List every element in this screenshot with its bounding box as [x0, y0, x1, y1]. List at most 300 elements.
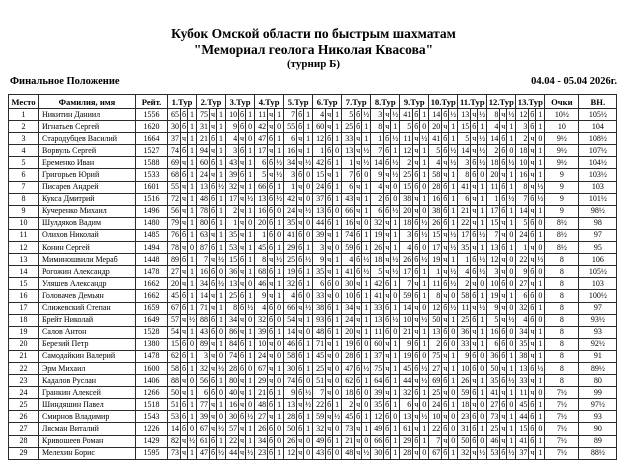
round-9-opponent: 44: [400, 375, 413, 387]
round-11-color: б: [471, 411, 478, 423]
round-11-color: ч: [471, 242, 478, 254]
round-2-color: б: [210, 375, 217, 387]
round-11-result: ½: [478, 302, 487, 314]
rating-cell: 1662: [136, 290, 168, 302]
round-5-result: ½: [304, 302, 313, 314]
round-3-color: ч: [239, 181, 246, 193]
round-3-result: 1: [246, 229, 255, 241]
round-3-result: ½: [246, 447, 255, 459]
round-2-result: 1: [217, 242, 226, 254]
round-13-result: 1: [536, 109, 545, 121]
round-1-result: 1: [188, 362, 197, 374]
round-6-result: 1: [333, 326, 342, 338]
round-4-color: б: [268, 133, 275, 145]
round-6-color: б: [326, 435, 333, 447]
round-3-opponent: 43: [226, 157, 239, 169]
round-4-opponent: 16: [255, 205, 268, 217]
round-6-result: 0: [333, 278, 342, 290]
round-5-opponent: 46: [284, 338, 297, 350]
round-9-opponent: 20: [400, 205, 413, 217]
round-6-opponent: 7: [313, 387, 326, 399]
round-13-result: 1: [536, 326, 545, 338]
round-12-result: 1: [507, 181, 516, 193]
round-13-color: б: [529, 193, 536, 205]
round-12-result: 0: [507, 326, 516, 338]
round-10-result: ½: [449, 109, 458, 121]
round-1-result: 1: [188, 169, 197, 181]
round-13-color: б: [529, 411, 536, 423]
round-5-result: 0: [304, 447, 313, 459]
round-12-result: 0: [507, 302, 516, 314]
round-2-result: 1: [217, 109, 226, 121]
round-5-opponent: 4: [284, 290, 297, 302]
round-9-color: ч: [413, 193, 420, 205]
round-11-color: б: [471, 387, 478, 399]
round-13-result: 0: [536, 242, 545, 254]
round-8-opponent: 1: [371, 133, 384, 145]
round-4-color: ч: [268, 362, 275, 374]
round-9-result: 1: [420, 157, 429, 169]
points-cell: 9½: [545, 157, 579, 169]
round-10-result: 1: [449, 217, 458, 229]
round-5-opponent: 3: [284, 169, 297, 181]
round-7-color: б: [355, 242, 362, 254]
round-8-color: б: [384, 423, 391, 435]
round-3-result: ½: [246, 193, 255, 205]
round-10-opponent: 27: [429, 362, 442, 374]
round-7-opponent: 4: [342, 254, 355, 266]
round-3-opponent: 10: [226, 109, 239, 121]
round-6-opponent: 38: [313, 302, 326, 314]
place-cell: 28: [9, 435, 39, 447]
round-13-opponent: 44: [516, 411, 529, 423]
round-1-opponent: 69: [168, 157, 181, 169]
round-5-opponent: 74: [284, 375, 297, 387]
round-2-result: 1: [217, 290, 226, 302]
round-7-result: ½: [362, 157, 371, 169]
player-row: [9, 350, 617, 362]
player-name: Писарев Андрей: [39, 181, 136, 193]
round-10-opponent: 14: [429, 109, 442, 121]
round-2-result: 1: [217, 338, 226, 350]
round-9-result: 1: [420, 278, 429, 290]
round-1-color: ч: [181, 181, 188, 193]
round-9-result: 0: [420, 447, 429, 459]
round-9-opponent: 28: [400, 447, 413, 459]
round-1-opponent: 45: [168, 290, 181, 302]
round-9-color: ч: [413, 447, 420, 459]
place-cell: 5: [9, 157, 39, 169]
round-11-color: б: [471, 121, 478, 133]
round-13-opponent: 38: [516, 350, 529, 362]
round-12-result: 0: [507, 399, 516, 411]
round-5-opponent: 26: [284, 435, 297, 447]
round-1-color: б: [181, 338, 188, 350]
round-1-opponent: 65: [168, 109, 181, 121]
round-13-color: ч: [529, 375, 536, 387]
round-12-result: 1: [507, 350, 516, 362]
round-3-color: б: [239, 109, 246, 121]
round-1-opponent: 54: [168, 326, 181, 338]
page-subtitle: "Мемориал геолога Николая Квасова": [193, 42, 434, 57]
round-11-opponent: 59: [458, 387, 471, 399]
round-8-color: б: [384, 133, 391, 145]
round-5-color: ч: [297, 133, 304, 145]
standings-body: [9, 109, 617, 460]
round-3-opponent: 1: [226, 217, 239, 229]
round-1-color: б: [181, 229, 188, 241]
round-11-result: 1: [478, 290, 487, 302]
round-5-color: ч: [297, 217, 304, 229]
round-3-opponent: 15: [226, 254, 239, 266]
round-11-result: ½: [478, 447, 487, 459]
col-header-place: Место: [9, 95, 39, 109]
round-11-result: 0: [478, 278, 487, 290]
round-5-opponent: 55: [284, 121, 297, 133]
page-title: Кубок Омской области по быстрым шахматам: [171, 26, 456, 41]
round-8-opponent: 8: [371, 121, 384, 133]
round-12-opponent: 19: [487, 290, 500, 302]
round-5-result: 1: [304, 242, 313, 254]
round-10-opponent: 4: [429, 157, 442, 169]
round-1-color: б: [181, 254, 188, 266]
rating-cell: 1595: [136, 447, 168, 459]
round-8-result: 1: [391, 350, 400, 362]
round-10-result: ½: [449, 229, 458, 241]
round-9-color: б: [413, 229, 420, 241]
round-9-opponent: 17: [400, 266, 413, 278]
round-1-color: б: [181, 350, 188, 362]
round-1-opponent: 37: [168, 133, 181, 145]
round-12-color: б: [500, 145, 507, 157]
round-7-result: 1: [362, 326, 371, 338]
round-5-result: 0: [304, 181, 313, 193]
round-10-color: ч: [442, 254, 449, 266]
round-8-result: 1: [391, 302, 400, 314]
rating-cell: 1448: [136, 254, 168, 266]
round-7-opponent: 7: [342, 169, 355, 181]
round-6-opponent: 43: [313, 447, 326, 459]
rating-cell: 1528: [136, 326, 168, 338]
round-3-result: 1: [246, 157, 255, 169]
round-11-result: 1: [478, 205, 487, 217]
round-4-color: ч: [268, 169, 275, 181]
round-5-color: ч: [297, 447, 304, 459]
round-5-opponent: 16: [284, 145, 297, 157]
round-2-color: ч: [210, 229, 217, 241]
rating-cell: 1659: [136, 302, 168, 314]
round-6-result: 0: [333, 350, 342, 362]
round-9-result: 1: [420, 193, 429, 205]
round-13-result: 1: [536, 205, 545, 217]
round-11-color: б: [471, 266, 478, 278]
round-5-color: б: [297, 121, 304, 133]
round-13-opponent: 34: [516, 326, 529, 338]
round-8-color: ч: [384, 229, 391, 241]
round-10-result: 1: [449, 205, 458, 217]
round-9-opponent: 61: [400, 423, 413, 435]
round-4-opponent: 34: [255, 435, 268, 447]
round-7-result: 1: [362, 205, 371, 217]
round-5-color: б: [297, 278, 304, 290]
round-4-color: б: [268, 435, 275, 447]
round-13-result: 0: [536, 314, 545, 326]
round-6-color: ч: [326, 121, 333, 133]
round-11-color: ч: [471, 145, 478, 157]
place-cell: 20: [9, 338, 39, 350]
round-7-opponent: 59: [342, 242, 355, 254]
round-6-color: ч: [326, 242, 333, 254]
place-cell: 21: [9, 350, 39, 362]
round-12-opponent: 8: [487, 109, 500, 121]
round-1-result: 1: [188, 145, 197, 157]
round-8-result: ½: [391, 133, 400, 145]
place-cell: 14: [9, 266, 39, 278]
round-3-result: 1: [246, 423, 255, 435]
round-4-opponent: 27: [255, 411, 268, 423]
round-11-color: ч: [471, 133, 478, 145]
round-13-result: 1: [536, 121, 545, 133]
round-10-result: 0: [449, 423, 458, 435]
round-3-result: ½: [246, 411, 255, 423]
round-7-result: 1: [362, 121, 371, 133]
round-8-result: 1: [391, 399, 400, 411]
round-12-color: ч: [500, 387, 507, 399]
round-4-color: б: [268, 193, 275, 205]
round-5-result: 1: [304, 423, 313, 435]
round-12-opponent: 41: [487, 387, 500, 399]
round-11-opponent: 6: [458, 193, 471, 205]
round-2-color: ч: [210, 399, 217, 411]
round-2-result: ½: [217, 447, 226, 459]
round-13-opponent: 32: [516, 302, 529, 314]
round-2-result: 1: [217, 399, 226, 411]
round-7-opponent: 28: [342, 350, 355, 362]
round-6-opponent: 15: [313, 169, 326, 181]
round-9-result: 1: [420, 435, 429, 447]
round-13-result: 1: [536, 447, 545, 459]
round-4-result: 0: [275, 423, 284, 435]
round-8-opponent: 35: [371, 399, 384, 411]
standings-table: [8, 94, 617, 460]
round-2-opponent: 56: [197, 375, 210, 387]
round-2-color: ч: [210, 362, 217, 374]
round-2-result: 1: [217, 145, 226, 157]
bh-cell: 97: [579, 302, 617, 314]
round-4-result: 0: [275, 229, 284, 241]
round-1-opponent: 50: [168, 387, 181, 399]
round-8-result: 0: [391, 326, 400, 338]
round-4-opponent: 9: [255, 290, 268, 302]
round-12-opponent: 11: [487, 181, 500, 193]
status-label: Финальное Положение: [10, 76, 120, 87]
points-cell: 9: [545, 169, 579, 181]
round-3-color: б: [239, 169, 246, 181]
round-12-opponent: 18: [487, 157, 500, 169]
round-7-color: б: [355, 169, 362, 181]
round-2-opponent: 43: [197, 326, 210, 338]
round-13-color: ч: [529, 447, 536, 459]
round-1-color: б: [181, 169, 188, 181]
round-11-color: б: [471, 362, 478, 374]
round-4-opponent: 23: [255, 447, 268, 459]
round-9-result: ½: [420, 314, 429, 326]
round-11-result: ½: [478, 266, 487, 278]
round-9-color: ч: [413, 133, 420, 145]
col-header-round-3: 3.Тур: [226, 95, 255, 109]
player-name: Ворвуль Сергей: [39, 145, 136, 157]
place-cell: 9: [9, 205, 39, 217]
round-2-opponent: 31: [197, 121, 210, 133]
round-6-opponent: 24: [313, 181, 326, 193]
round-12-result: ½: [507, 314, 516, 326]
round-12-result: 1: [507, 435, 516, 447]
round-8-result: 0: [391, 193, 400, 205]
round-1-result: 1: [188, 266, 197, 278]
round-3-color: б: [239, 362, 246, 374]
round-9-opponent: 10: [400, 314, 413, 326]
round-12-opponent: 4: [487, 121, 500, 133]
round-3-result: 1: [246, 181, 255, 193]
round-1-opponent: 15: [168, 338, 181, 350]
round-10-color: б: [442, 133, 449, 145]
round-2-opponent: 88: [197, 314, 210, 326]
round-12-color: б: [500, 278, 507, 290]
round-8-result: 0: [391, 411, 400, 423]
round-8-color: ч: [384, 266, 391, 278]
round-5-result: 1: [304, 266, 313, 278]
col-header-round-5: 5.Тур: [284, 95, 313, 109]
round-10-opponent: 58: [429, 169, 442, 181]
round-9-opponent: 7: [400, 278, 413, 290]
place-cell: 12: [9, 242, 39, 254]
round-4-opponent: 32: [255, 314, 268, 326]
round-11-opponent: 3: [458, 157, 471, 169]
round-1-result: 1: [188, 133, 197, 145]
round-10-result: ½: [449, 278, 458, 290]
round-6-color: ч: [326, 338, 333, 350]
round-4-result: 1: [275, 181, 284, 193]
round-10-result: 1: [449, 350, 458, 362]
round-3-opponent: 28: [226, 362, 239, 374]
round-10-color: ч: [442, 362, 449, 374]
round-4-opponent: 10: [255, 338, 268, 350]
rating-cell: 1429: [136, 435, 168, 447]
round-12-result: 1: [507, 387, 516, 399]
round-3-color: б: [239, 350, 246, 362]
points-cell: 8: [545, 362, 579, 374]
round-13-opponent: 6: [516, 290, 529, 302]
round-6-opponent: 22: [313, 399, 326, 411]
round-1-result: 1: [188, 157, 197, 169]
round-6-result: 0: [333, 387, 342, 399]
round-8-result: 1: [391, 278, 400, 290]
round-8-result: 0: [391, 181, 400, 193]
round-4-opponent: 66: [255, 181, 268, 193]
round-4-color: б: [268, 217, 275, 229]
round-4-opponent: 48: [255, 399, 268, 411]
round-2-opponent: 80: [197, 217, 210, 229]
player-row: [9, 181, 617, 193]
round-7-opponent: 2: [342, 399, 355, 411]
round-7-color: ч: [355, 181, 362, 193]
round-1-opponent: 68: [168, 169, 181, 181]
round-4-opponent: 68: [255, 266, 268, 278]
round-11-result: ½: [478, 157, 487, 169]
round-11-opponent: 14: [458, 145, 471, 157]
points-cell: 7½: [545, 387, 579, 399]
round-5-result: 0: [304, 169, 313, 181]
round-5-opponent: 30: [284, 362, 297, 374]
player-row: [9, 229, 617, 241]
round-13-result: 0: [536, 133, 545, 145]
round-2-opponent: 60: [197, 157, 210, 169]
player-row: [9, 314, 617, 326]
round-4-color: ч: [268, 109, 275, 121]
round-8-result: 1: [391, 387, 400, 399]
round-11-color: б: [471, 314, 478, 326]
round-1-opponent: 58: [168, 362, 181, 374]
round-2-color: б: [210, 266, 217, 278]
round-12-color: ч: [500, 435, 507, 447]
round-6-color: ч: [326, 362, 333, 374]
round-9-color: б: [413, 217, 420, 229]
round-4-result: ½: [275, 193, 284, 205]
round-1-color: б: [181, 423, 188, 435]
round-11-color: ч: [471, 338, 478, 350]
round-11-color: б: [471, 169, 478, 181]
round-9-opponent: 11: [400, 133, 413, 145]
round-9-result: 0: [420, 302, 429, 314]
round-8-opponent: 19: [371, 229, 384, 241]
bh-cell: 103½: [579, 169, 617, 181]
place-cell: 16: [9, 290, 39, 302]
round-11-opponent: 9: [458, 350, 471, 362]
round-3-color: ч: [239, 242, 246, 254]
round-13-result: 1: [536, 145, 545, 157]
round-10-result: 0: [449, 290, 458, 302]
round-6-color: б: [326, 302, 333, 314]
round-8-opponent: 26: [371, 242, 384, 254]
round-7-color: б: [355, 254, 362, 266]
round-9-opponent: 13: [400, 411, 413, 423]
round-6-result: 1: [333, 399, 342, 411]
round-3-result: 1: [246, 205, 255, 217]
player-row: [9, 423, 617, 435]
round-5-color: б: [297, 362, 304, 374]
round-6-result: 0: [333, 290, 342, 302]
round-10-color: б: [442, 205, 449, 217]
round-13-opponent: 15: [516, 423, 529, 435]
round-13-result: ½: [536, 362, 545, 374]
bh-cell: 89½: [579, 362, 617, 374]
round-2-color: б: [210, 205, 217, 217]
round-11-result: 1: [478, 423, 487, 435]
title-block: [8, 26, 619, 71]
round-4-result: 1: [275, 278, 284, 290]
round-13-result: 0: [536, 266, 545, 278]
round-1-opponent: 57: [168, 314, 181, 326]
bh-cell: 98½: [579, 205, 617, 217]
round-5-result: 0: [304, 435, 313, 447]
round-11-result: ½: [478, 109, 487, 121]
bh-cell: 93½: [579, 314, 617, 326]
round-9-color: ч: [413, 314, 420, 326]
player-name: Березий Петр: [39, 338, 136, 350]
round-5-opponent: 35: [284, 217, 297, 229]
round-7-color: б: [355, 338, 362, 350]
round-7-result: 0: [362, 169, 371, 181]
